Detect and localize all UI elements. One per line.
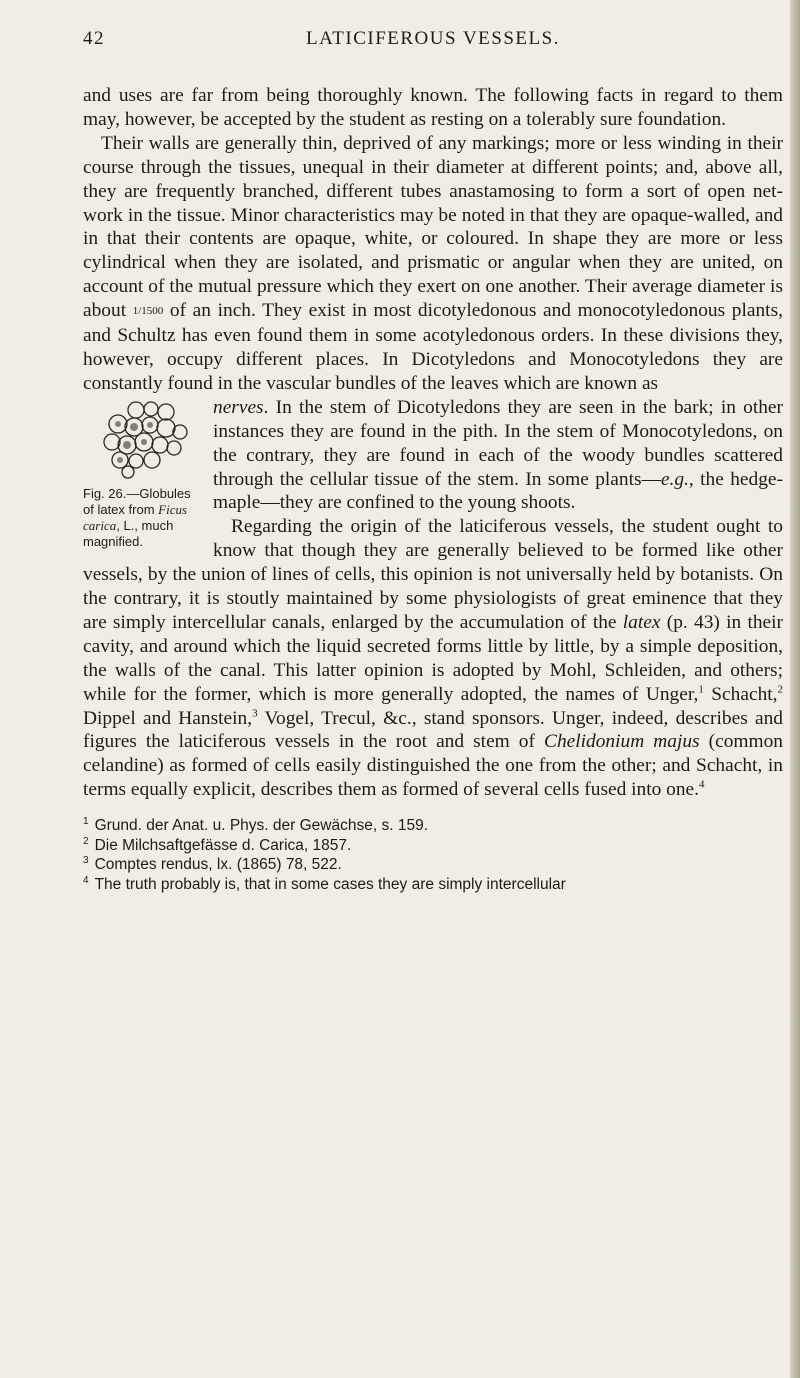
figure-caption: Fig. 26.—Globules of latex from Ficus carica, L., much magnified. — [83, 485, 191, 549]
book-page — [83, 26, 783, 894]
term-nerves: nerves — [213, 396, 264, 418]
paragraph-continued: and uses are far from being thoroughly known. The following facts in regard to them may, however, be accepted by the student as resting on a tolerably sure foundation. — [83, 85, 783, 130]
term-latex: latex — [622, 611, 661, 633]
running-header — [83, 26, 783, 56]
running-title: LATICIFEROUS VESSELS. — [306, 28, 560, 49]
footnote-ref-1: 1 — [698, 683, 704, 696]
footnote: $^3$ Comptes rendus, lx. (1865) 78, 522. — [83, 855, 342, 874]
footnote: $^1$ Grund. der Anat. u. Phys. der Gewächse, s. 159. — [83, 816, 428, 835]
book-spine-edge — [790, 0, 800, 1378]
footnote-ref-3: 3 — [252, 707, 258, 720]
fraction-diameter: 1/1500 — [132, 305, 164, 318]
footnote: $^2$ Die Milchsaftgefässe d. Carica, 1857. — [83, 835, 352, 854]
figure-26 — [83, 400, 205, 550]
term-chelidonium: Chelidonium majus — [544, 731, 700, 753]
footnotes — [83, 816, 783, 894]
footnote-ref-2: 2 — [777, 683, 783, 696]
page-number: 42 — [83, 28, 105, 49]
footnote: $^4$ The truth probably is, that in some cases they are simply intercellular — [83, 874, 566, 893]
latex-globules-illustration — [96, 400, 192, 480]
footnote-ref-4: 4 — [699, 778, 705, 791]
paragraph-vessel-characteristics: Their walls are generally thin, deprived of any markings; more or less winding in their course through the tissues, unequal in their diameter at different points; and, above all, they are frequently branched, different tubes anastamosing to form a sort of open net-work in the tissue. Minor characteristics may be noted in that they are opaque-walled, and in that their contents are opaque, white, or coloured. In shape they are more or less cylindrical when they are isolated, and prismatic or angular when they are united, on account of the mutual pressure which they exert on one another. Their average diameter is about 1/1500 of an inch. They exist in most dicotyledonous and monocotyledonous plants, and Schultz has even found them in some acotyledonous orders. In these divisions they, however, occupy different places. In Dicotyledons and Monocotyledons they are constantly found in the vascular bundles of the leaves which are known as — [83, 132, 783, 394]
body-text: and uses are far from being thoroughly known. The following facts in regard to them may, however, be accepted by the student as resting on a tolerably sure foundation. Their walls are generally thin, deprived of any markings; more or less winding in their course through the tissues, unequal in their diameter at different points; and, above all, they are frequently branched, different tubes anastamosing to form a sort of open net-work in the tissue. Minor characteristics may be noted in that they are opaque-walled, and in that their contents are opaque, white, or coloured. In shape they are more or less cylindrical when they are isolated, and prismatic or angular when they are united, on account of the mutual pressure which they exert on one another. Their average diameter is about 1/1500 of an inch. They exist in most dicotyledonous and monocotyledonous plants, and Schultz has even found them in some acotyledonous orders. In these divisions they, however, occupy different places. In Dicotyledons and Monocotyledons they are constantly found in the vascular bundles of the leaves which are known as Fig. 26.—Globules of latex from Ficus carica, L., much magnified. nerves. In the stem of Dicotyledons they are seen in the bark; in other instances they are found in the pith. In the stem of Monocotyledons, on the contrary, they are found in each of the woody bundles scattered through the cellular tissue of the stem. In some plants—e.g., the hedge-maple—they are confined to the young shoots. Regarding the origin of the laticiferous vessels, the student ought to know that though they are generally believed to be formed like other vessels, by the union of lines of cells, this opinion is not universally held by botanists. On the contrary, it is stoutly maintained by some physiologists of great eminence that they are simply intercellular canals, enlarged by the accumulation of the latex (p. 43) in their cavity, and around which the liquid secreted forms little by little, by a simple deposition, the walls of the canal. This latter opinion is adopted by Mohl, Schleiden, and others; while for the former, which is more generally adopted, the names of Unger,$^1$ Schacht,$^2$ Dippel and Hanstein,$^3$ Vogel, Trecul, &c., stand sponsors. Unger, indeed, describes and figures the laticiferous vessels in the root and stem of Chelidonium majus (common celandine) as formed of cells easily distinguished the one from the other; and Schacht, in terms equally explicit, describes them as formed of several cells fused into one.$^4$ — [83, 85, 783, 801]
paragraph-origin: Regarding the origin of the laticiferous vessels, the student ought to know that though they are generally believed to be formed like other vessels, by the union of lines of cells, this opinion is not universally held by botanists. On the contrary, it is stoutly maintained by some physiologists of great eminence that they are simply intercellular canals, enlarged by the accumulation of the latex (p. 43) in their cavity, and around which the liquid secreted forms little by little, by a simple deposition, the walls of the canal. This latter opinion is adopted by Mohl, Schleiden, and others; while for the former, which is more generally adopted, the names of Unger,$^1$ Schacht,$^2$ Dippel and Hanstein,$^3$ Vogel, Trecul, &c., stand sponsors. Unger, indeed, describes and figures the laticiferous vessels in the root and stem of Chelidonium majus (common celandine) as formed of cells easily distinguished the one from the other; and Schacht, in terms equally explicit, describes them as formed of several cells fused into one.$^4$ — [83, 516, 783, 801]
